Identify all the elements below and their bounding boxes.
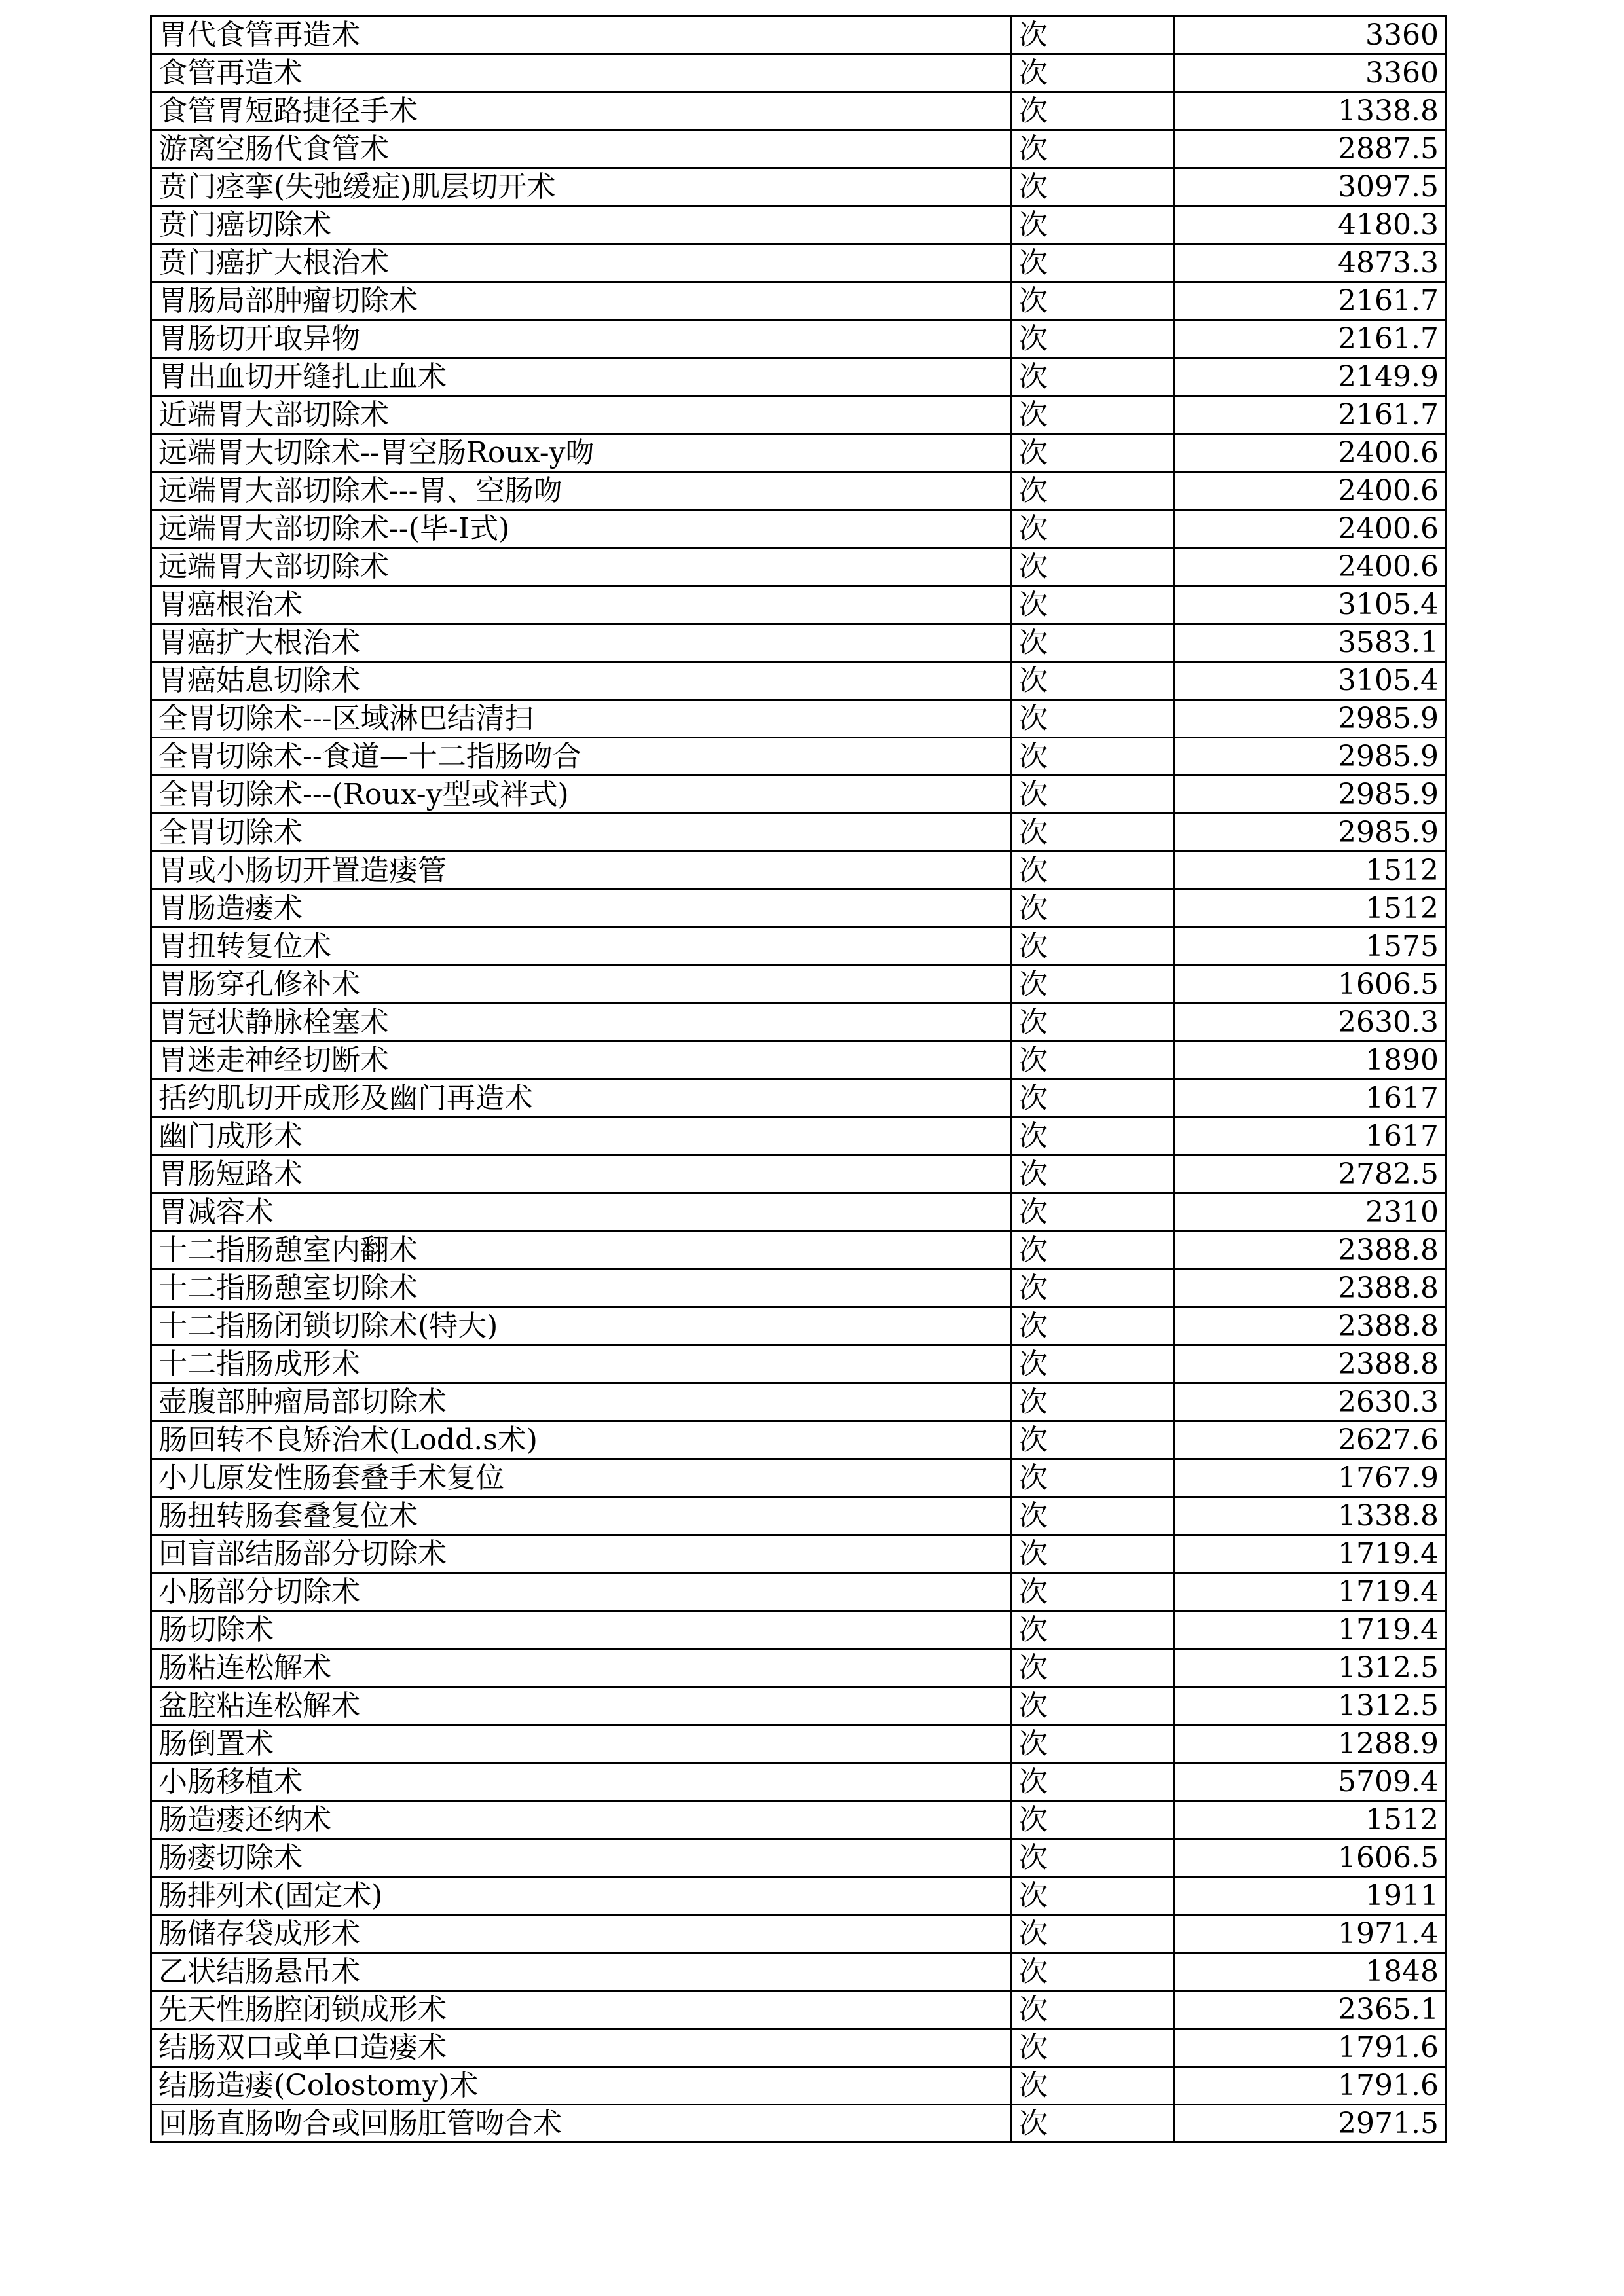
unit-cell: 次	[1012, 890, 1174, 928]
unit-cell: 次	[1012, 92, 1174, 130]
procedure-name-cell: 胃肠局部肿瘤切除术	[151, 282, 1012, 320]
table-row	[151, 890, 1447, 928]
table-row	[151, 1080, 1447, 1118]
unit-cell: 次	[1012, 1307, 1174, 1345]
price-cell: 1719.4	[1174, 1611, 1447, 1649]
price-cell: 2887.5	[1174, 130, 1447, 168]
price-cell: 2985.9	[1174, 814, 1447, 852]
table-row	[151, 1915, 1447, 1953]
price-table	[150, 15, 1447, 2143]
unit-cell: 次	[1012, 1459, 1174, 1497]
procedure-name-cell: 胃癌姑息切除术	[151, 662, 1012, 700]
unit-cell: 次	[1012, 1345, 1174, 1383]
price-cell: 2365.1	[1174, 1991, 1447, 2029]
price-cell: 3105.4	[1174, 662, 1447, 700]
procedure-name-cell: 结肠双口或单口造瘘术	[151, 2029, 1012, 2067]
procedure-name-cell: 胃癌根治术	[151, 586, 1012, 624]
unit-cell: 次	[1012, 1269, 1174, 1307]
price-cell: 2400.6	[1174, 510, 1447, 548]
table-row	[151, 1156, 1447, 1194]
unit-cell: 次	[1012, 1118, 1174, 1156]
procedure-name-cell: 十二指肠憩室切除术	[151, 1269, 1012, 1307]
unit-cell: 次	[1012, 1535, 1174, 1573]
procedure-name-cell: 结肠造瘘(Colostomy)术	[151, 2067, 1012, 2105]
unit-cell: 次	[1012, 586, 1174, 624]
table-row	[151, 966, 1447, 1004]
price-cell: 4873.3	[1174, 244, 1447, 282]
price-cell: 2149.9	[1174, 358, 1447, 396]
unit-cell: 次	[1012, 358, 1174, 396]
table-row	[151, 358, 1447, 396]
table-row	[151, 1421, 1447, 1459]
table-row	[151, 1877, 1447, 1915]
table-row	[151, 54, 1447, 92]
procedure-name-cell: 回肠直肠吻合或回肠肛管吻合术	[151, 2105, 1012, 2143]
table-row	[151, 1345, 1447, 1383]
unit-cell: 次	[1012, 624, 1174, 662]
table-row	[151, 434, 1447, 472]
table-row	[151, 1801, 1447, 1839]
table-row	[151, 738, 1447, 776]
price-cell: 1338.8	[1174, 1497, 1447, 1535]
table-row	[151, 624, 1447, 662]
table-row	[151, 776, 1447, 814]
procedure-name-cell: 胃或小肠切开置造瘘管	[151, 852, 1012, 890]
procedure-name-cell: 回盲部结肠部分切除术	[151, 1535, 1012, 1573]
price-cell: 1512	[1174, 852, 1447, 890]
unit-cell: 次	[1012, 282, 1174, 320]
price-cell: 1911	[1174, 1877, 1447, 1915]
unit-cell: 次	[1012, 1194, 1174, 1231]
price-cell: 2388.8	[1174, 1345, 1447, 1383]
unit-cell: 次	[1012, 1611, 1174, 1649]
unit-cell: 次	[1012, 16, 1174, 54]
unit-cell: 次	[1012, 1497, 1174, 1535]
procedure-name-cell: 十二指肠闭锁切除术(特大)	[151, 1307, 1012, 1345]
table-row	[151, 320, 1447, 358]
unit-cell: 次	[1012, 776, 1174, 814]
price-cell: 1848	[1174, 1953, 1447, 1991]
price-cell: 3360	[1174, 16, 1447, 54]
unit-cell: 次	[1012, 320, 1174, 358]
unit-cell: 次	[1012, 738, 1174, 776]
procedure-name-cell: 小肠移植术	[151, 1763, 1012, 1801]
procedure-name-cell: 食管胃短路捷径手术	[151, 92, 1012, 130]
procedure-name-cell: 胃冠状静脉栓塞术	[151, 1004, 1012, 1042]
table-row	[151, 2067, 1447, 2105]
unit-cell: 次	[1012, 1004, 1174, 1042]
table-row	[151, 1953, 1447, 1991]
price-cell: 1512	[1174, 890, 1447, 928]
procedure-name-cell: 幽门成形术	[151, 1118, 1012, 1156]
procedure-name-cell: 括约肌切开成形及幽门再造术	[151, 1080, 1012, 1118]
price-cell: 3583.1	[1174, 624, 1447, 662]
price-cell: 1338.8	[1174, 92, 1447, 130]
unit-cell: 次	[1012, 1573, 1174, 1611]
table-row	[151, 1763, 1447, 1801]
table-row	[151, 1687, 1447, 1725]
table-row	[151, 510, 1447, 548]
unit-cell: 次	[1012, 472, 1174, 510]
unit-cell: 次	[1012, 206, 1174, 244]
table-row	[151, 1194, 1447, 1231]
table-body	[151, 16, 1447, 2143]
price-cell: 1606.5	[1174, 966, 1447, 1004]
table-row	[151, 1535, 1447, 1573]
procedure-name-cell: 乙状结肠悬吊术	[151, 1953, 1012, 1991]
procedure-name-cell: 远端胃大切除术--胃空肠Roux-y吻	[151, 434, 1012, 472]
price-cell: 1890	[1174, 1042, 1447, 1080]
procedure-name-cell: 盆腔粘连松解术	[151, 1687, 1012, 1725]
procedure-name-cell: 肠粘连松解术	[151, 1649, 1012, 1687]
procedure-name-cell: 胃出血切开缝扎止血术	[151, 358, 1012, 396]
unit-cell: 次	[1012, 168, 1174, 206]
table-row	[151, 1004, 1447, 1042]
table-row	[151, 206, 1447, 244]
table-row	[151, 852, 1447, 890]
procedure-name-cell: 胃肠造瘘术	[151, 890, 1012, 928]
price-cell: 2985.9	[1174, 700, 1447, 738]
procedure-name-cell: 肠排列术(固定术)	[151, 1877, 1012, 1915]
procedure-name-cell: 胃迷走神经切断术	[151, 1042, 1012, 1080]
price-cell: 3097.5	[1174, 168, 1447, 206]
price-cell: 5709.4	[1174, 1763, 1447, 1801]
price-cell: 1312.5	[1174, 1687, 1447, 1725]
unit-cell: 次	[1012, 54, 1174, 92]
price-cell: 2971.5	[1174, 2105, 1447, 2143]
procedure-name-cell: 胃肠穿孔修补术	[151, 966, 1012, 1004]
procedure-name-cell: 胃癌扩大根治术	[151, 624, 1012, 662]
table-row	[151, 1231, 1447, 1269]
procedure-name-cell: 肠储存袋成形术	[151, 1915, 1012, 1953]
unit-cell: 次	[1012, 1725, 1174, 1763]
table-row	[151, 1269, 1447, 1307]
price-cell: 2630.3	[1174, 1383, 1447, 1421]
table-row	[151, 662, 1447, 700]
unit-cell: 次	[1012, 1042, 1174, 1080]
price-cell: 4180.3	[1174, 206, 1447, 244]
table-row	[151, 700, 1447, 738]
table-row	[151, 814, 1447, 852]
table-row	[151, 1839, 1447, 1877]
price-cell: 2161.7	[1174, 282, 1447, 320]
unit-cell: 次	[1012, 814, 1174, 852]
procedure-name-cell: 胃肠短路术	[151, 1156, 1012, 1194]
procedure-name-cell: 近端胃大部切除术	[151, 396, 1012, 434]
unit-cell: 次	[1012, 396, 1174, 434]
procedure-name-cell: 先天性肠腔闭锁成形术	[151, 1991, 1012, 2029]
table-row	[151, 1573, 1447, 1611]
procedure-name-cell: 胃扭转复位术	[151, 928, 1012, 966]
table-row	[151, 1991, 1447, 2029]
unit-cell: 次	[1012, 1687, 1174, 1725]
unit-cell: 次	[1012, 852, 1174, 890]
unit-cell: 次	[1012, 1763, 1174, 1801]
unit-cell: 次	[1012, 1877, 1174, 1915]
table-row	[151, 1497, 1447, 1535]
procedure-name-cell: 全胃切除术	[151, 814, 1012, 852]
table-row	[151, 586, 1447, 624]
table-row	[151, 1459, 1447, 1497]
table-row	[151, 1118, 1447, 1156]
price-cell: 2161.7	[1174, 320, 1447, 358]
price-cell: 1575	[1174, 928, 1447, 966]
price-cell: 1719.4	[1174, 1535, 1447, 1573]
procedure-name-cell: 食管再造术	[151, 54, 1012, 92]
procedure-name-cell: 远端胃大部切除术--(毕-I式)	[151, 510, 1012, 548]
price-cell: 2985.9	[1174, 738, 1447, 776]
procedure-name-cell: 肠造瘘还纳术	[151, 1801, 1012, 1839]
procedure-name-cell: 肠回转不良矫治术(Lodd.s术)	[151, 1421, 1012, 1459]
procedure-name-cell: 肠切除术	[151, 1611, 1012, 1649]
procedure-name-cell: 远端胃大部切除术---胃、空肠吻	[151, 472, 1012, 510]
procedure-name-cell: 远端胃大部切除术	[151, 548, 1012, 586]
unit-cell: 次	[1012, 1421, 1174, 1459]
unit-cell: 次	[1012, 1953, 1174, 1991]
unit-cell: 次	[1012, 1915, 1174, 1953]
table-row	[151, 168, 1447, 206]
price-cell: 2630.3	[1174, 1004, 1447, 1042]
unit-cell: 次	[1012, 2067, 1174, 2105]
unit-cell: 次	[1012, 510, 1174, 548]
price-cell: 2782.5	[1174, 1156, 1447, 1194]
price-cell: 1312.5	[1174, 1649, 1447, 1687]
table-row	[151, 2029, 1447, 2067]
price-cell: 1971.4	[1174, 1915, 1447, 1953]
procedure-name-cell: 全胃切除术--食道—十二指肠吻合	[151, 738, 1012, 776]
table-row	[151, 1042, 1447, 1080]
unit-cell: 次	[1012, 662, 1174, 700]
unit-cell: 次	[1012, 1991, 1174, 2029]
price-cell: 2388.8	[1174, 1231, 1447, 1269]
price-cell: 1767.9	[1174, 1459, 1447, 1497]
table-row	[151, 1383, 1447, 1421]
unit-cell: 次	[1012, 700, 1174, 738]
unit-cell: 次	[1012, 2029, 1174, 2067]
table-row	[151, 2105, 1447, 2143]
price-cell: 2400.6	[1174, 472, 1447, 510]
unit-cell: 次	[1012, 130, 1174, 168]
procedure-name-cell: 十二指肠憩室内翻术	[151, 1231, 1012, 1269]
unit-cell: 次	[1012, 1156, 1174, 1194]
price-cell: 2400.6	[1174, 548, 1447, 586]
price-cell: 3360	[1174, 54, 1447, 92]
table-row	[151, 244, 1447, 282]
procedure-name-cell: 全胃切除术---区域淋巴结清扫	[151, 700, 1012, 738]
procedure-name-cell: 壶腹部肿瘤局部切除术	[151, 1383, 1012, 1421]
procedure-name-cell: 贲门癌扩大根治术	[151, 244, 1012, 282]
procedure-name-cell: 游离空肠代食管术	[151, 130, 1012, 168]
table-row	[151, 1611, 1447, 1649]
table-row	[151, 130, 1447, 168]
price-cell: 2985.9	[1174, 776, 1447, 814]
procedure-name-cell: 十二指肠成形术	[151, 1345, 1012, 1383]
procedure-name-cell: 肠扭转肠套叠复位术	[151, 1497, 1012, 1535]
price-cell: 3105.4	[1174, 586, 1447, 624]
procedure-name-cell: 胃减容术	[151, 1194, 1012, 1231]
price-cell: 1791.6	[1174, 2029, 1447, 2067]
unit-cell: 次	[1012, 2105, 1174, 2143]
price-cell: 2161.7	[1174, 396, 1447, 434]
procedure-name-cell: 贲门癌切除术	[151, 206, 1012, 244]
price-cell: 1791.6	[1174, 2067, 1447, 2105]
table-row	[151, 1725, 1447, 1763]
price-cell: 2388.8	[1174, 1307, 1447, 1345]
table-row	[151, 16, 1447, 54]
table-row	[151, 92, 1447, 130]
procedure-name-cell: 肠倒置术	[151, 1725, 1012, 1763]
unit-cell: 次	[1012, 1383, 1174, 1421]
table-row	[151, 396, 1447, 434]
price-cell: 2388.8	[1174, 1269, 1447, 1307]
procedure-name-cell: 贲门痉挛(失弛缓症)肌层切开术	[151, 168, 1012, 206]
unit-cell: 次	[1012, 1649, 1174, 1687]
unit-cell: 次	[1012, 434, 1174, 472]
procedure-name-cell: 胃代食管再造术	[151, 16, 1012, 54]
table-row	[151, 282, 1447, 320]
price-cell: 2310	[1174, 1194, 1447, 1231]
procedure-name-cell: 小儿原发性肠套叠手术复位	[151, 1459, 1012, 1497]
procedure-name-cell: 肠瘘切除术	[151, 1839, 1012, 1877]
unit-cell: 次	[1012, 1839, 1174, 1877]
price-cell: 1617	[1174, 1118, 1447, 1156]
unit-cell: 次	[1012, 966, 1174, 1004]
price-cell: 1617	[1174, 1080, 1447, 1118]
price-cell: 1606.5	[1174, 1839, 1447, 1877]
procedure-name-cell: 小肠部分切除术	[151, 1573, 1012, 1611]
table-row	[151, 1649, 1447, 1687]
unit-cell: 次	[1012, 1801, 1174, 1839]
table-row	[151, 548, 1447, 586]
price-cell: 2627.6	[1174, 1421, 1447, 1459]
unit-cell: 次	[1012, 548, 1174, 586]
price-cell: 2400.6	[1174, 434, 1447, 472]
price-cell: 1512	[1174, 1801, 1447, 1839]
unit-cell: 次	[1012, 1080, 1174, 1118]
unit-cell: 次	[1012, 244, 1174, 282]
table-row	[151, 472, 1447, 510]
procedure-name-cell: 全胃切除术---(Roux-y型或袢式)	[151, 776, 1012, 814]
unit-cell: 次	[1012, 928, 1174, 966]
procedure-name-cell: 胃肠切开取异物	[151, 320, 1012, 358]
price-cell: 1719.4	[1174, 1573, 1447, 1611]
price-cell: 1288.9	[1174, 1725, 1447, 1763]
unit-cell: 次	[1012, 1231, 1174, 1269]
table-row	[151, 1307, 1447, 1345]
table-row	[151, 928, 1447, 966]
